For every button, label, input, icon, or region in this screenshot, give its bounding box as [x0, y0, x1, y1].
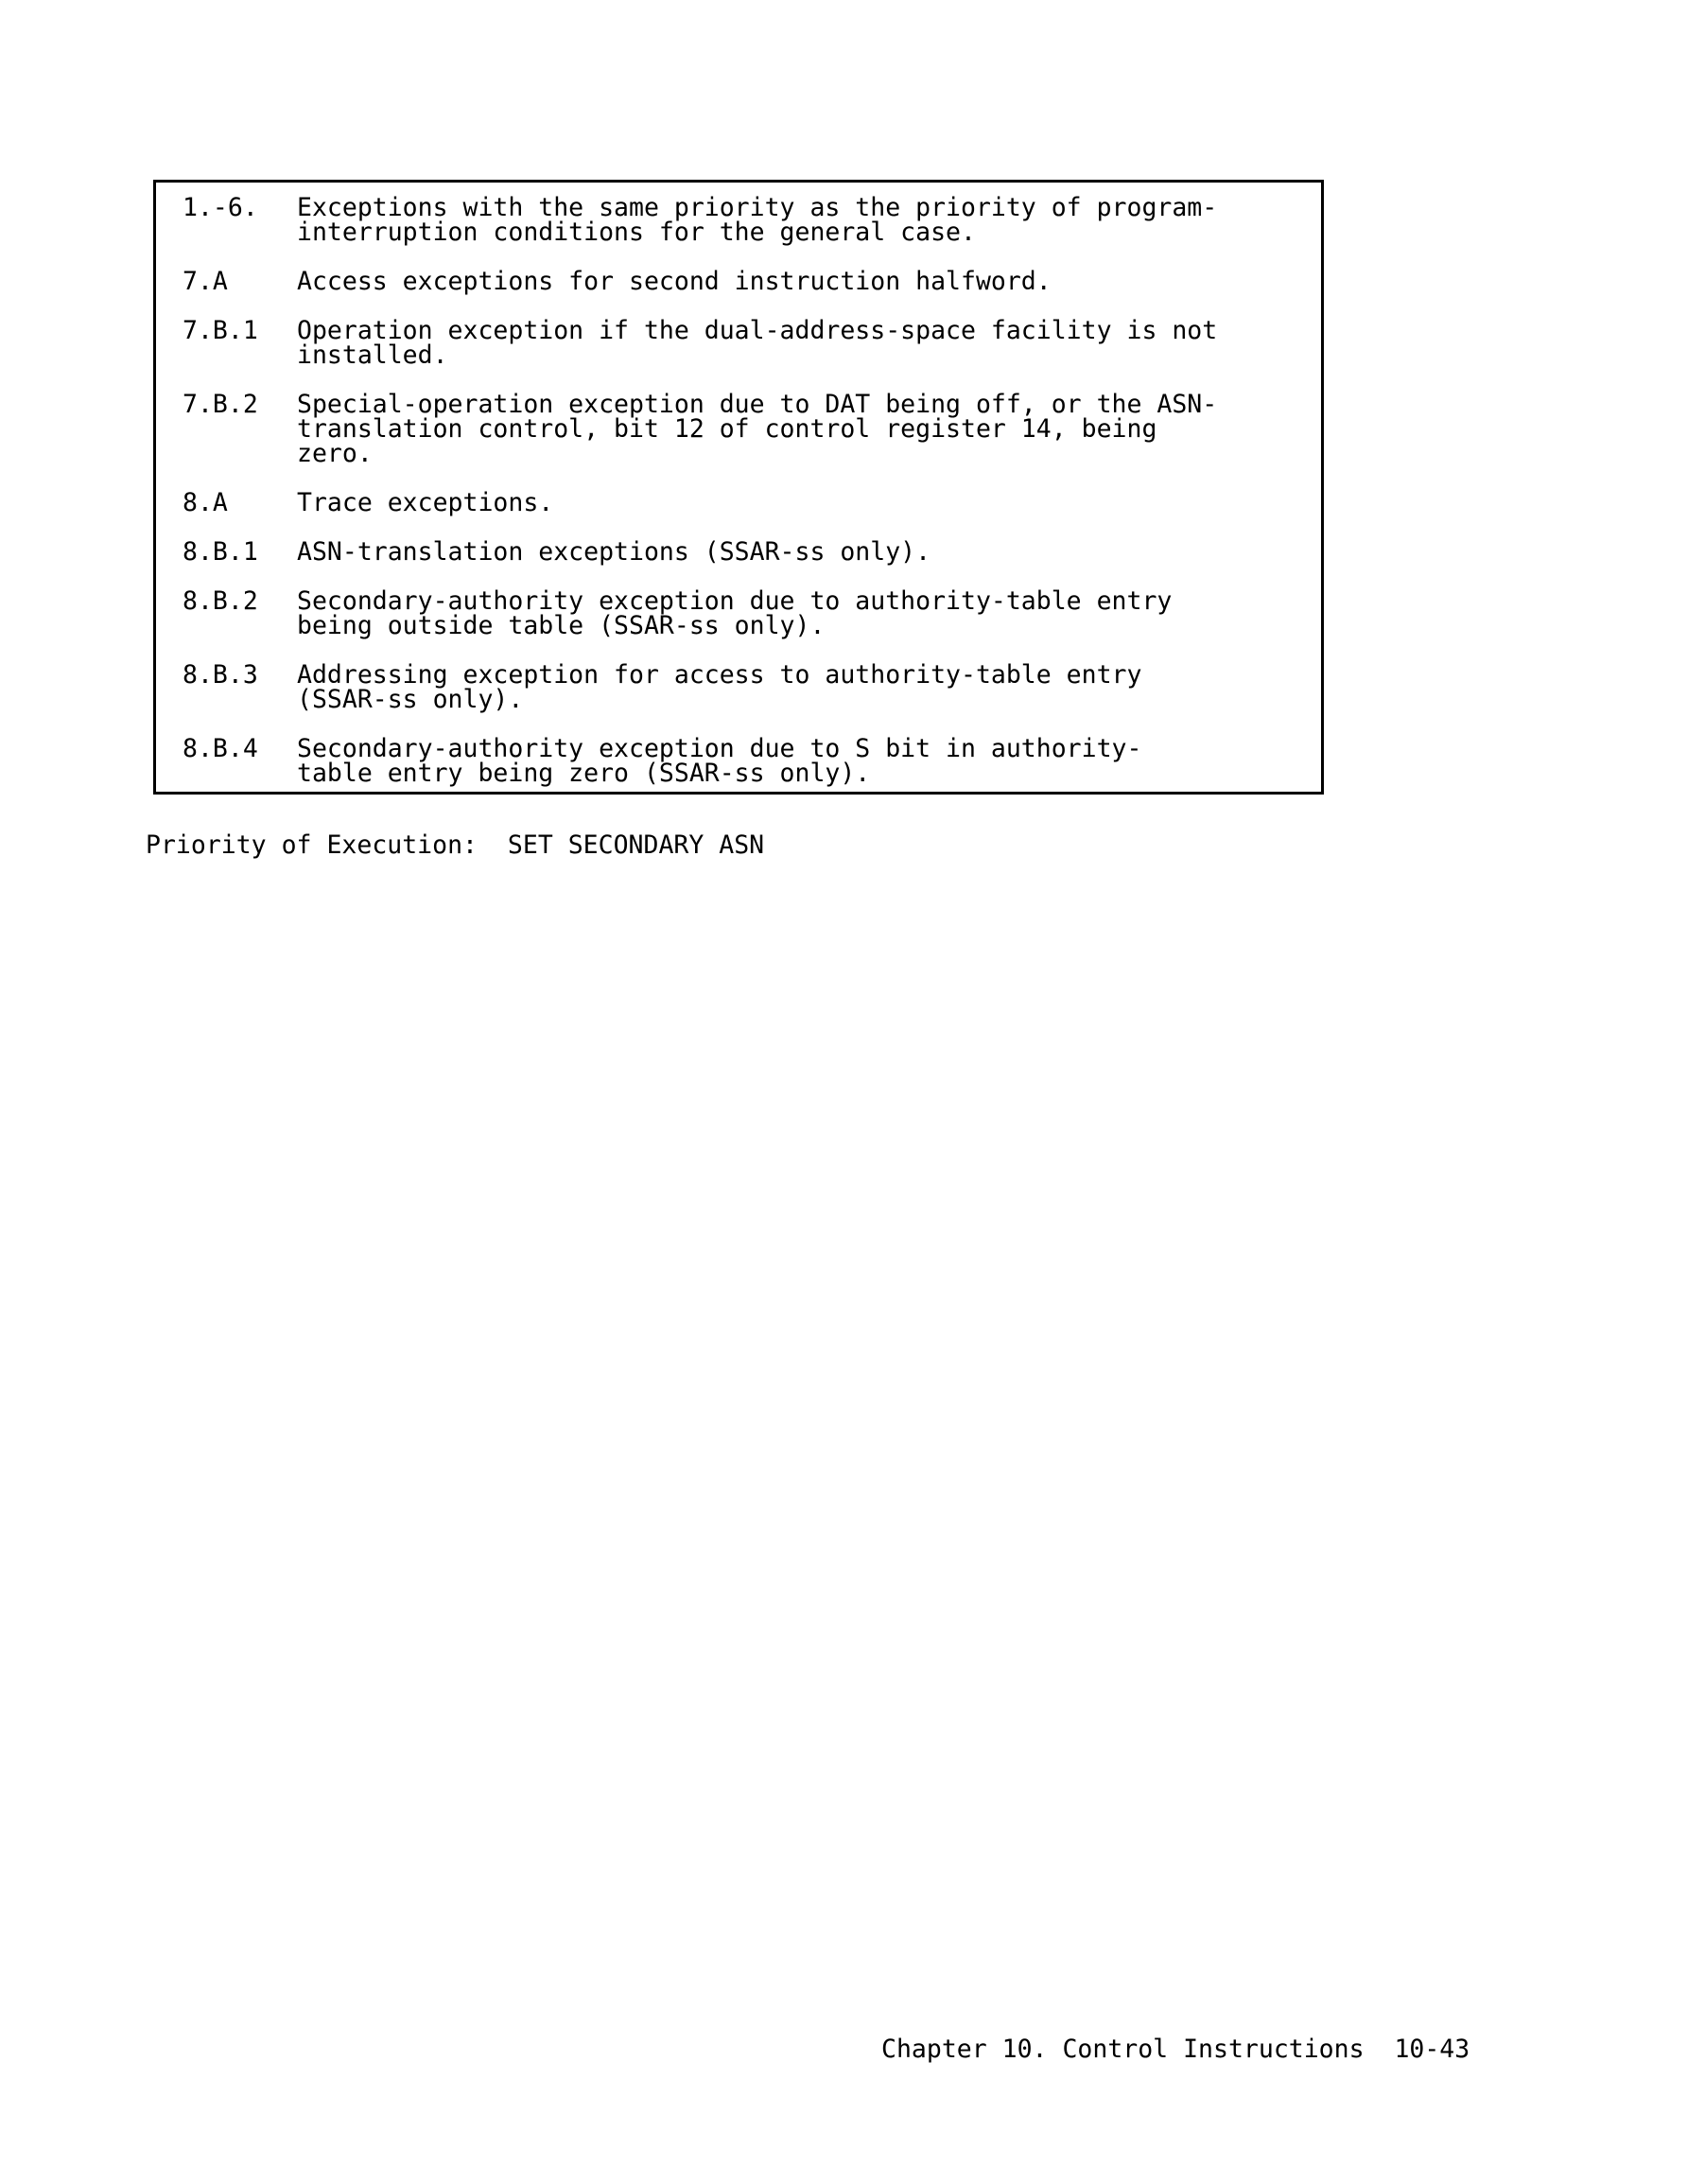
- entry-description: [297, 537, 1309, 567]
- entry-line: Trace exceptions.: [297, 488, 554, 517]
- entry-line: ASN-translation exceptions (SSAR-ss only).: [297, 537, 931, 567]
- entry-description: [297, 390, 1309, 468]
- figure-caption: Priority of Execution: SET SECONDARY ASN: [146, 830, 765, 860]
- entry-line: zero.: [297, 439, 373, 468]
- entry-number: 8.B.2: [183, 586, 258, 616]
- entry-line: (SSAR-ss only).: [297, 685, 524, 714]
- entry-number: 8.B.1: [183, 537, 258, 567]
- entry-line: Exceptions with the same priority as the priority of program-: [297, 193, 1218, 222]
- entry-description: [297, 660, 1309, 714]
- entry-line: being outside table (SSAR-ss only).: [297, 611, 826, 640]
- entry-line: Special-operation exception due to DAT being off, or the ASN-: [297, 390, 1218, 419]
- entry-line: installed.: [297, 341, 448, 370]
- entry-line: Addressing exception for access to authority-table entry: [297, 660, 1142, 690]
- priority-table: [153, 180, 1324, 795]
- entry-line: Secondary-authority exception due to authority-table entry: [297, 586, 1173, 616]
- entry-description: [297, 193, 1309, 247]
- entry-description: [297, 734, 1309, 788]
- entry-number: 1.-6.: [183, 193, 258, 222]
- entry-number: 8.B.4: [183, 734, 258, 763]
- page-footer: Chapter 10. Control Instructions 10-43: [881, 2035, 1470, 2064]
- entry-line: table entry being zero (SSAR-ss only).: [297, 759, 871, 788]
- entry-number: 8.A: [183, 488, 228, 517]
- entry-description: [297, 586, 1309, 640]
- entry-description: [297, 316, 1309, 370]
- entry-line: translation control, bit 12 of control register 14, being: [297, 414, 1157, 444]
- entry-number: 7.B.2: [183, 390, 258, 419]
- entry-line: interruption conditions for the general case.: [297, 218, 976, 247]
- entry-number: 8.B.3: [183, 660, 258, 690]
- entry-line: Operation exception if the dual-address-space facility is not: [297, 316, 1218, 345]
- entry-number: 7.A: [183, 267, 228, 296]
- entry-line: Access exceptions for second instruction halfword.: [297, 267, 1052, 296]
- entry-line: Secondary-authority exception due to S bit in authority-: [297, 734, 1142, 763]
- entry-description: [297, 488, 1309, 517]
- entry-description: [297, 267, 1309, 296]
- entry-number: 7.B.1: [183, 316, 258, 345]
